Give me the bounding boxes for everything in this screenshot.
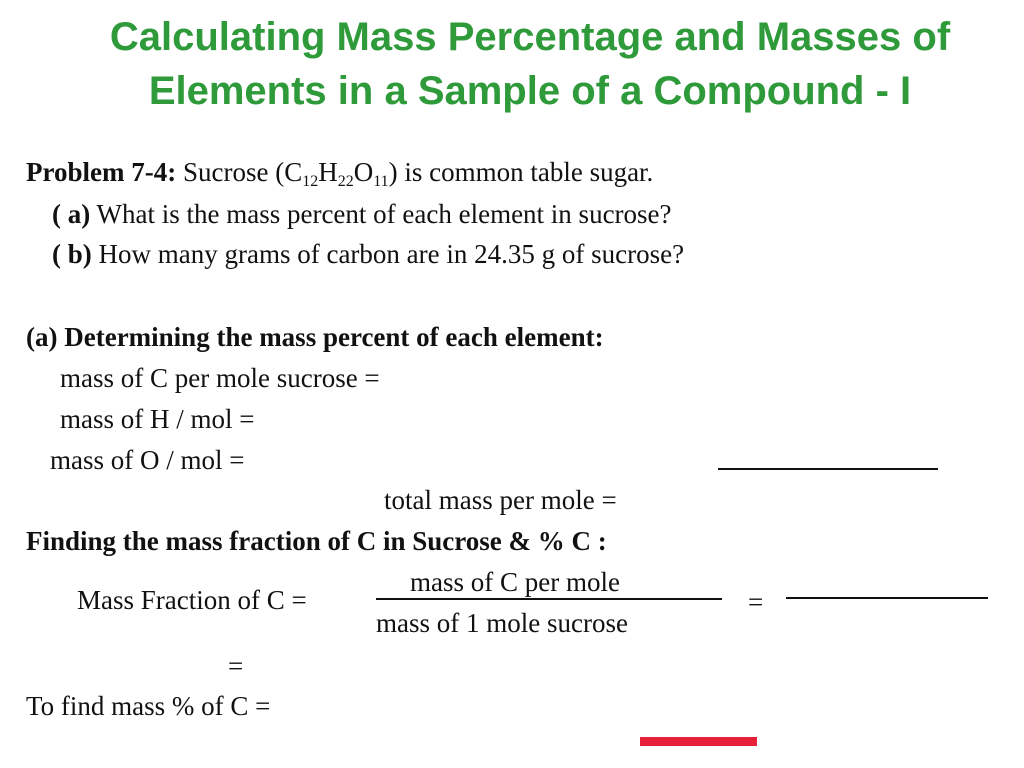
part-b-question [52, 238, 684, 270]
problem-intro-b: ) is common table sugar. [388, 157, 654, 187]
total-mass-line: total mass per mole = [384, 485, 617, 515]
slide-title [0, 10, 1024, 118]
mass-c-line: mass of C per mole sucrose = [60, 363, 380, 393]
mass-o-line: mass of O / mol = [50, 445, 245, 475]
fraction-denominator: mass of 1 mole sucrose [376, 608, 628, 638]
title-line-2: Elements in a Sample of a Compound - I [148, 69, 912, 113]
oxygen-subscript: 11 [373, 173, 389, 190]
section-a-heading: (a) Determining the mass percent of each element: [26, 322, 604, 352]
fraction-heading: Finding the mass fraction of C in Sucrose & % C : [26, 526, 607, 556]
second-equals: = [228, 651, 244, 681]
part-a-question [52, 198, 672, 230]
mass-percent-line: To find mass % of C = [26, 691, 271, 721]
problem-statement [26, 156, 653, 188]
title-line-1: Calculating Mass Percentage and Masses of [109, 15, 951, 59]
carbon-subscript: 12 [302, 173, 319, 190]
problem-intro-a: Sucrose (C [182, 157, 303, 187]
mass-h-line: mass of H / mol = [60, 404, 255, 434]
hydrogen-symbol: H [318, 157, 338, 187]
part-a-text: What is the mass percent of each element in sucrose? [96, 199, 672, 229]
fraction-answer-rule [786, 597, 988, 599]
fraction-numerator: mass of C per mole [410, 567, 620, 597]
mass-fraction-label: Mass Fraction of C = [77, 585, 307, 615]
sum-rule [718, 468, 938, 470]
part-b-text: How many grams of carbon are in 24.35 g of sucrose? [98, 239, 685, 269]
red-accent-bar [640, 737, 757, 746]
problem-label: Problem 7-4: [26, 157, 177, 187]
hydrogen-subscript: 22 [337, 173, 354, 190]
oxygen-symbol: O [353, 157, 374, 187]
part-b-label: ( b) [52, 239, 92, 269]
fraction-equals: = [748, 587, 764, 617]
part-a-label: ( a) [52, 199, 91, 229]
fraction-bar [376, 598, 722, 600]
